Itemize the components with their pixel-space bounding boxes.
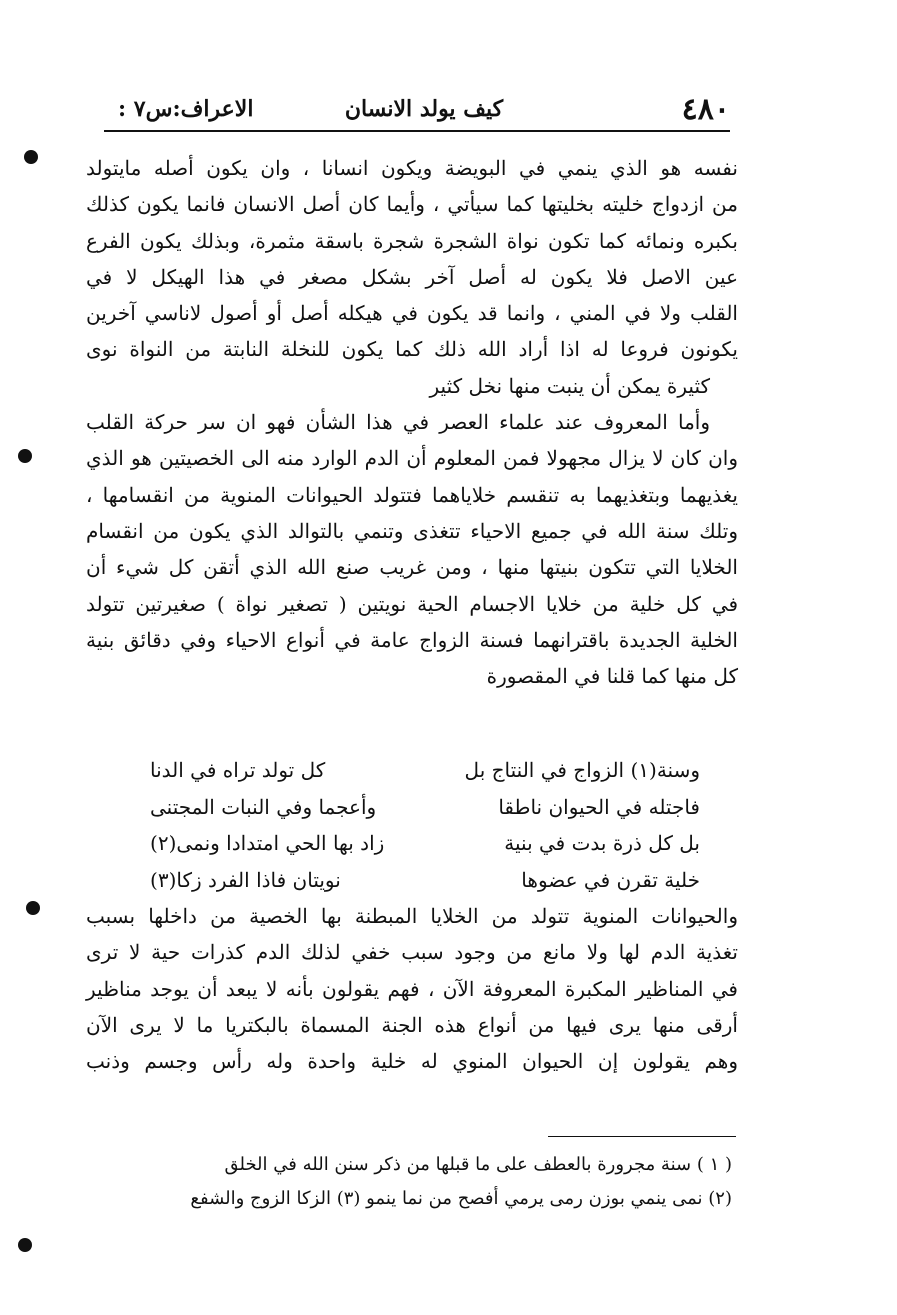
text-line: وأما المعروف عند علماء العصر في هذا الشأن فهو ان سر حركة القلب [86, 410, 710, 435]
text-line: الخلية الجديدة باقترانهما فسنة الزواج عامة في أنواع الاحياء وفي دقائق بنية [86, 627, 738, 652]
footnote-rule [548, 1136, 736, 1137]
text-line: بكبره ونمائه كما تكون نواة الشجرة شجرة باسقة مثمرة، وبذلك يكون الفرع [86, 228, 738, 253]
verse-second-hemistich: زاد بها الحي امتدادا ونمى(٢) [150, 831, 385, 855]
text-line: وهم يقولون إن الحيوان المنوي له خلية واحدة وله رأس وجسم وذنب [86, 1049, 738, 1074]
verse-second-hemistich: وأعجما وفي النبات المجتنى [150, 794, 377, 819]
verse [150, 825, 700, 862]
binding-hole-mark [26, 901, 40, 915]
text-line: وتلك سنة الله في جميع الاحياء تتغذى وتنمي بالتوالد الذي يكون من انقسام [86, 518, 738, 543]
text-line: في المناظير المكبرة المعروفة الآن ، فهم يقولون بأنه لا يبعد أن يوجد مناظير [86, 976, 738, 1001]
text-line: يغذيهما وبتغذيهما به تنقسم خلاياهما فتتولد الحيوانات المنوية من انقسامها ، [86, 482, 738, 507]
footnote: ( ١ ) سنة مجرورة بالعطف على ما قبلها من ذكر سنن الله في الخلق [224, 1154, 732, 1175]
text-line: والحيوانات المنوية تتولد من الخلايا المبطنة بها الخصية من داخلها بسبب [86, 904, 738, 928]
main-text [86, 150, 738, 694]
verse [150, 789, 700, 826]
verse-first-hemistich: بل كل ذرة بدت في بنية [504, 831, 700, 855]
footnote: (٢) نمى ينمي بوزن رمى يرمي أفصح من نما ينمو (٣) الزكا الزوج والشفع [190, 1188, 732, 1209]
text-line: من ازدواج خليته بخليتها كما سيأتي ، وأيما كان أصل الانسان فانما يكون كذلك [86, 192, 738, 217]
page-number: ٤٨٠ [681, 92, 730, 127]
text-line: كل منها كما قلنا في المقصورة [486, 664, 738, 689]
text-line: عين الاصل فلا يكون له أصل آخر بشكل مصغر في هذا الهيكل لا في [86, 264, 738, 289]
text-line: أرقى منها يرى فيها من أنواع هذه الجنة المسماة بالبكتريا ما لا يرى الآن [86, 1012, 738, 1037]
text-line: كثيرة يمكن أن ينبت منها نخل كثير [429, 373, 710, 398]
verse-first-hemistich: وسنة(١) الزواج في النتاج بل [464, 758, 700, 782]
text-line: وان كان لا يزال مجهولا فمن المعلوم أن الدم الوارد منه الى الخصيتين هو الذي [86, 446, 739, 471]
poem-verses [150, 752, 700, 898]
verse [150, 752, 700, 789]
text-line: القلب ولا في المني ، وانما قد يكون في هيكله أصل أو أصول لاناسي آخرين [86, 301, 738, 326]
binding-hole-mark [24, 150, 38, 164]
main-text-continued [86, 898, 738, 1079]
binding-hole-mark [18, 1238, 32, 1252]
header-rule [104, 130, 730, 132]
verse-first-hemistich: خلية تقرن في عضوها [521, 867, 700, 892]
verse [150, 862, 700, 899]
sura-reference: الاعراف:س٧ : [118, 96, 254, 122]
text-line: نفسه هو الذي ينمي في البويضة ويكون انسانا ، وان يكون أصله مايتولد [86, 156, 738, 180]
page-title: كيف يولد الانسان [344, 96, 504, 122]
text-line: يكونون فروعا له اذا أراد الله ذلك كما يكون للنخلة النابتة من النواة نوى [86, 337, 738, 362]
text-line: تغذية الدم لها ولا مانع من وجود سبب خفي لذلك الدم كذرات حية لا ترى [86, 940, 738, 965]
footnotes [96, 1148, 732, 1216]
text-line: الخلايا التي تتكون بنيتها منها ، ومن غريب صنع الله الذي أتقن كل شيء أن [86, 555, 738, 580]
text-line: في كل خلية من خلايا الاجسام الحية نويتين ( تصغير نواة ) صغيرتين تتولد [86, 591, 738, 616]
binding-hole-mark [18, 449, 32, 463]
verse-second-hemistich: كل تولد تراه في الدنا [150, 758, 326, 782]
verse-second-hemistich: نويتان فاذا الفرد زكا(٣) [150, 867, 341, 892]
verse-first-hemistich: فاجتله في الحيوان ناطقا [498, 794, 700, 819]
running-header [118, 92, 730, 126]
